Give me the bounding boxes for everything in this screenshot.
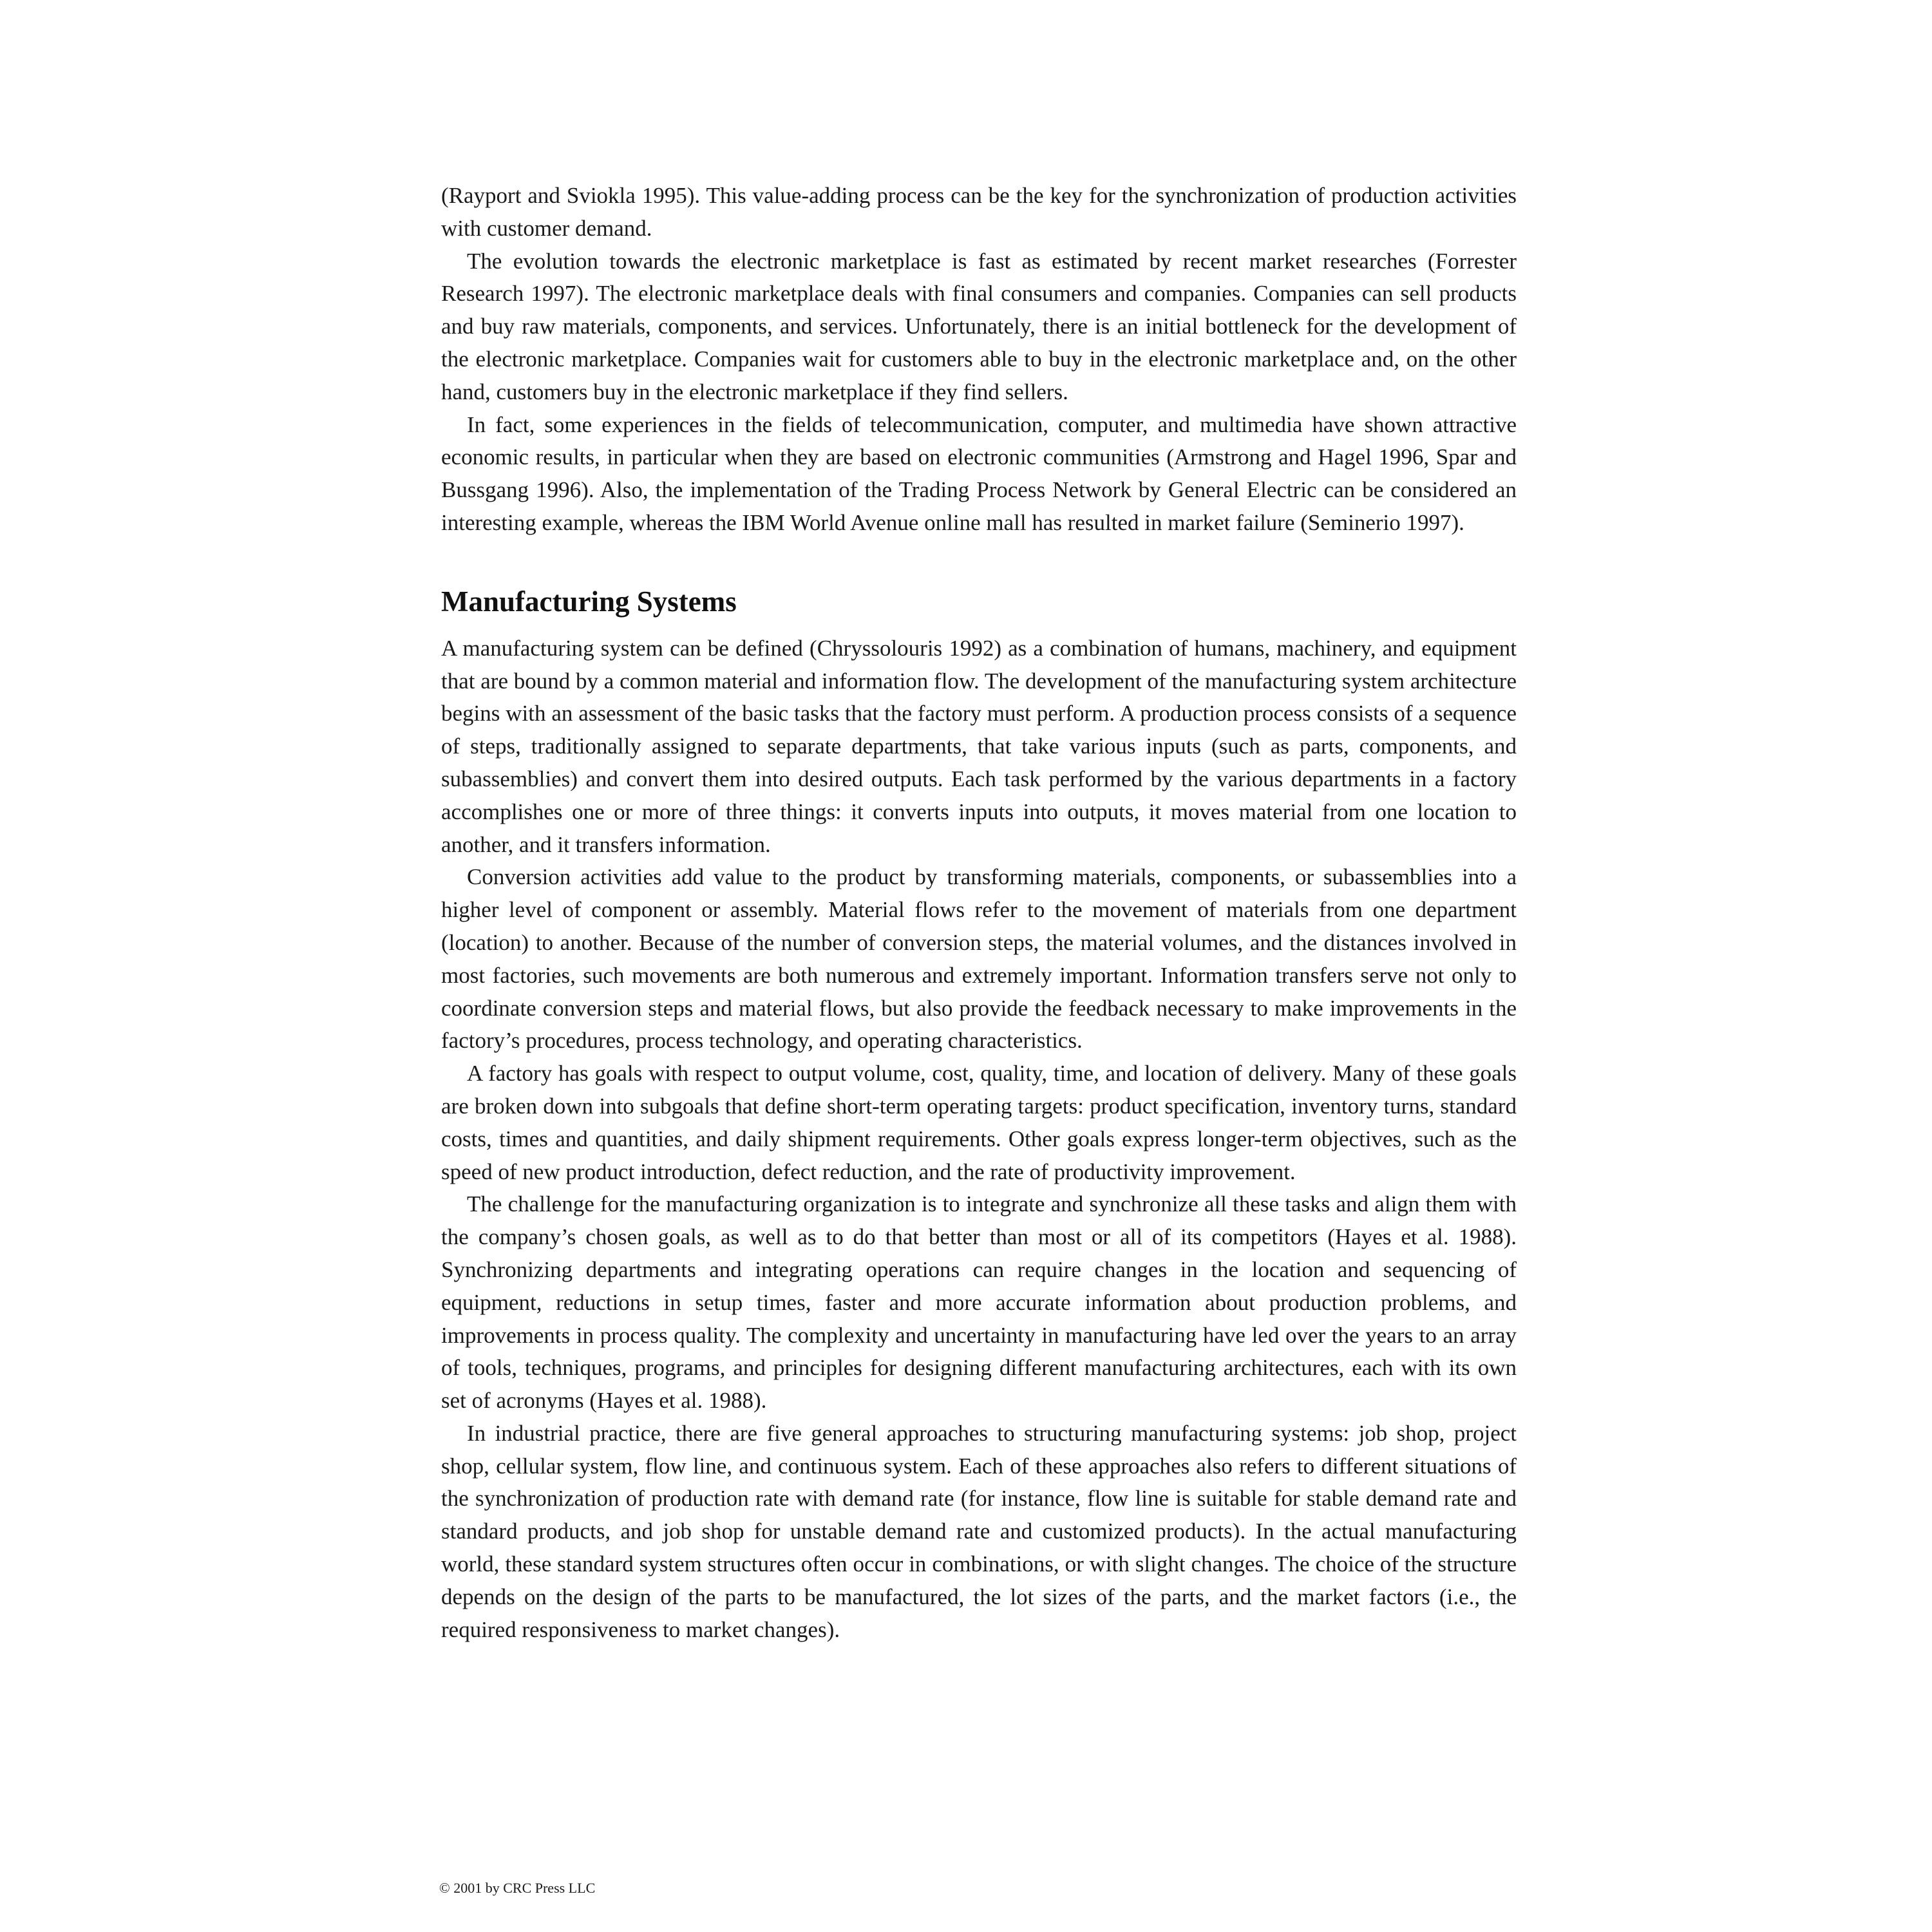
section-paragraph: A manufacturing system can be defined (Chryssolouris 1992) as a combination of humans, machinery, and equipment that are bound by a common material and information flow. The development of the manufacturing system architecture begins with an assessment of the basic tasks that the factory must perform. A production process consists of a sequence of steps, traditionally assigned to separate departments, that take various inputs (such as parts, components, and subassemblies) and convert them into desired outputs. Each task performed by the various departments in a factory accomplishes one or more of three things: it converts inputs into outputs, it moves material from one location to another, and it transfers information. (441, 635, 1517, 857)
section-paragraph: The challenge for the manufacturing organization is to integrate and synchronize all these tasks and align them with the company’s chosen goals, as well as to do that better than most or all of its competitors (Hayes et al. 1988). Synchronizing departments and integrating operations can require changes in the location and sequencing of equipment, reductions in setup times, faster and more accurate information about production problems, and improvements in process quality. The complexity and uncertainty in manufacturing have led over the years to an array of tools, techniques, programs, and principles for designing different manufacturing architectures, each with its own set of acronyms (Hayes et al. 1988). (441, 1191, 1517, 1414)
section-heading: Manufacturing Systems (441, 585, 737, 618)
section-paragraph: Conversion activities add value to the product by transforming materials, components, or subassemblies into a higher level of component or assembly. Material flows refer to the movement of materials from one department (location) to another. Because of the number of conversion steps, the material volumes, and the distances involved in most factories, such movements are both numerous and extremely important. Information transfers serve not only to coordinate conversion steps and material flows, but also provide the feedback necessary to make improvements in the factory’s procedures, process technology, and operating characteristics. (441, 864, 1517, 1054)
copyright-footer: © 2001 by CRC Press LLC (439, 1880, 596, 1896)
section-paragraph: A factory has goals with respect to output volume, cost, quality, time, and location of delivery. Many of these goals are broken down into subgoals that define short-term operating targets: product specification, inventory turns, standard costs, times and quantities, and daily shipment requirements. Other goals express longer-term objectives, such as the speed of new product introduction, defect reduction, and the rate of productivity improvement. (441, 1061, 1517, 1184)
body-text (441, 180, 1517, 1646)
intro-paragraph: In fact, some experiences in the fields of telecommunication, computer, and multimedia have shown attractive economic results, in particular when they are based on electronic communities (Armstrong and Hagel 1996, Spar and Bussgang 1996). Also, the implementation of the Trading Process Network by General Electric can be considered an interesting example, whereas the IBM World Avenue online mall has resulted in market failure (Seminerio 1997). (441, 412, 1517, 535)
section-paragraph: In industrial practice, there are five general approaches to structuring manufacturing systems: job shop, project shop, cellular system, flow line, and continuous system. Each of these approaches also refers to different situations of the synchronization of production rate with demand rate (for instance, flow line is suitable for stable demand rate and standard products, and job shop for unstable demand rate and customized products). In the actual manufacturing world, these standard system structures often occur in combinations, or with slight changes. The choice of the structure depends on the design of the parts to be manufactured, the lot sizes of the parts, and the market factors (i.e., the required responsiveness to market changes). (441, 1420, 1517, 1642)
intro-paragraph: The evolution towards the electronic marketplace is fast as estimated by recent market researches (Forrester Research 1997). The electronic marketplace deals with final consumers and companies. Companies can sell products and buy raw materials, components, and services. Unfortunately, there is an initial bottleneck for the development of the electronic marketplace. Companies wait for customers able to buy in the electronic marketplace and, on the other hand, customers buy in the electronic marketplace if they find sellers. (441, 248, 1517, 404)
intro-paragraph: (Rayport and Sviokla 1995). This value-adding process can be the key for the synchronization of production activities with customer demand. (441, 183, 1517, 241)
